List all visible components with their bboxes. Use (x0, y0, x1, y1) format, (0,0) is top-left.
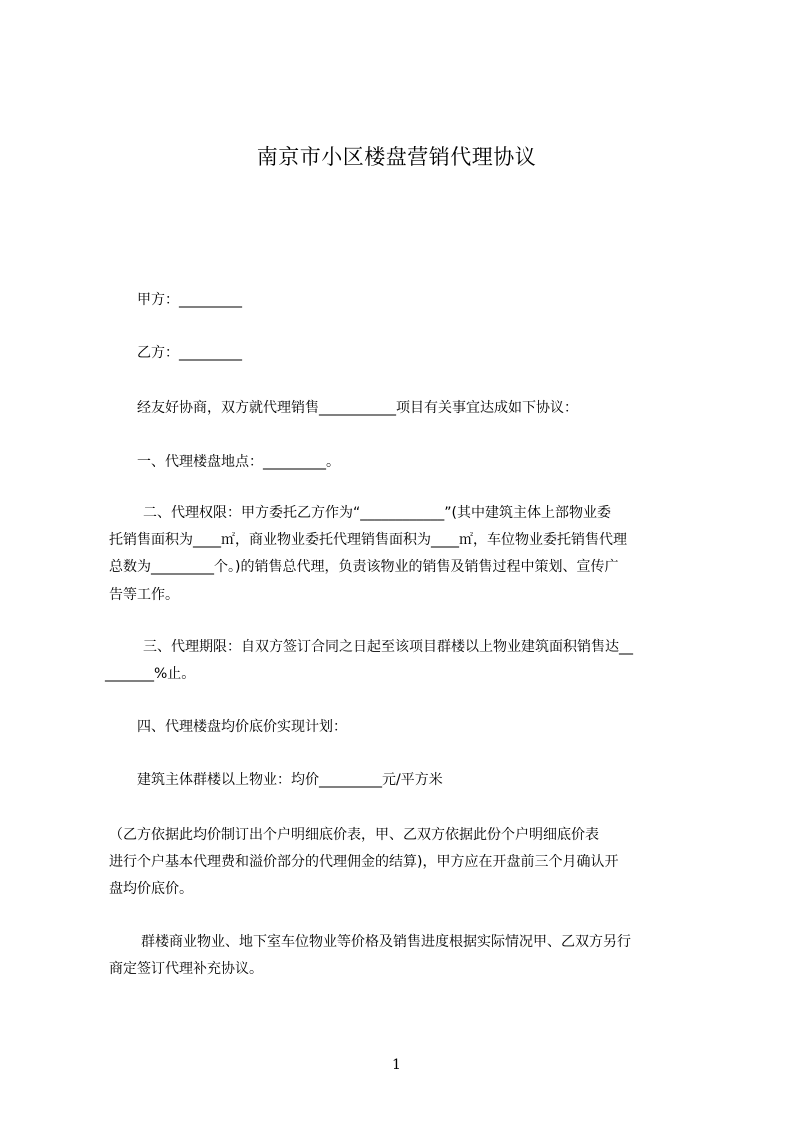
clause-3-line-2: _______%止。 (105, 666, 196, 682)
note-line-2: 进行个户基本代理费和溢价部分的代理佣金的结算)，甲方应在开盘前三个月确认开 (109, 854, 619, 870)
clause-4-heading: 四、代理楼盘均价底价实现计划： (137, 719, 347, 735)
party-a-line: 甲方：_________ (137, 292, 242, 308)
clause-1-location: 一、代理楼盘地点：_________。 (137, 454, 340, 470)
page-number: 1 (392, 1057, 401, 1073)
clause-2-line-3: 总数为_________个。)的销售总代理，负责该物业的销售及销售过程中策划、宣传广 (109, 559, 619, 575)
supplement-line-1: 群楼商业物业、地下室车位物业等价格及销售进度根据实际情况甲、乙双方另行 (141, 934, 631, 950)
price-line: 建筑主体群楼以上物业：均价_________元/平方米 (137, 772, 443, 788)
clause-2-line-1: 二、代理权限：甲方委托乙方作为“____________”(其中建筑主体上部物业委 (143, 505, 611, 521)
document-title: 南京市小区楼盘营销代理协议 (256, 145, 537, 169)
clause-2-line-4: 告等工作。 (109, 587, 179, 603)
supplement-line-2: 商定签订代理补充协议。 (109, 961, 263, 977)
note-line-3: 盘均价底价。 (109, 881, 193, 897)
clause-2-line-2: 托销售面积为____㎡，商业物业委托代理销售面积为____㎡，车位物业委托销售代理 (109, 532, 627, 548)
intro-paragraph: 经友好协商，双方就代理销售___________项目有关事宜达成如下协议： (137, 400, 578, 416)
party-b-line: 乙方：_________ (137, 345, 242, 361)
note-line-1: （乙方依据此均价制订出个户明细底价表，甲、乙双方依据此份个户明细底价表 (109, 827, 599, 843)
clause-3-line-1: 三、代理期限：自双方签订合同之日起至该项目群楼以上物业建筑面积销售达__ (143, 639, 633, 655)
